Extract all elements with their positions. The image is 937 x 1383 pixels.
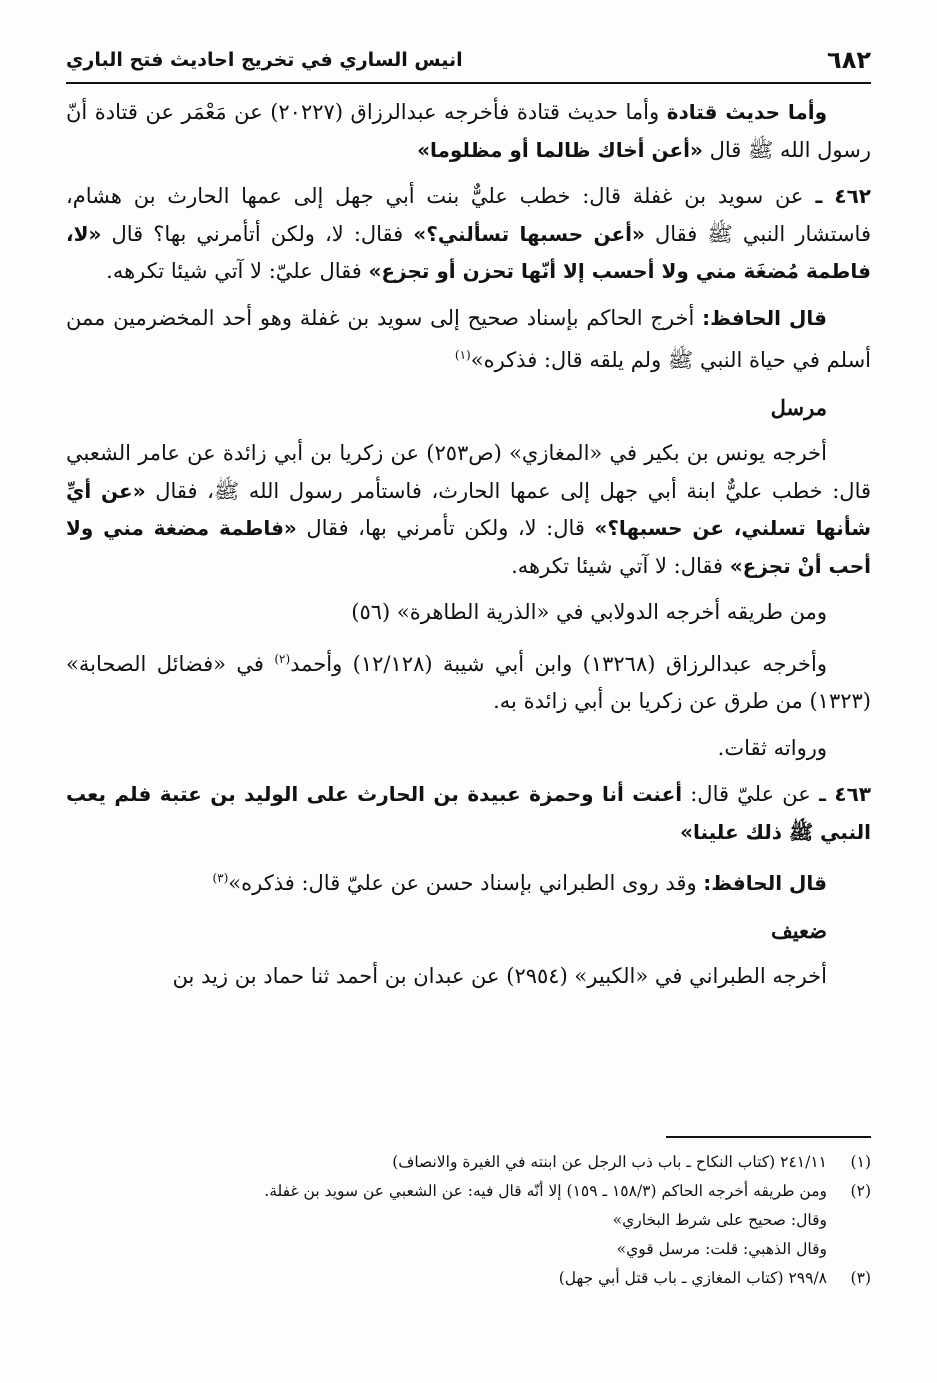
hafiz-text-2: وقد روى الطبراني بإسناد حسن عن عليّ قال: فذكره» (228, 871, 704, 895)
footnote-3-text: ٢٩٩/٨ (كتاب المغازي ـ باب قتل أبي جهل) (558, 1269, 827, 1287)
hafiz-label-2: قال الحافظ: (703, 871, 827, 895)
paragraph-tabarani: أخرجه الطبراني في «الكبير» (٢٩٥٤) عن عبدان بن أحمد ثنا حماد بن زيد بن (172, 964, 827, 988)
footnote-2-line-2: وقال: صحيح على شرط البخاري» (612, 1211, 827, 1229)
hadith-463-text-a: عن عليّ قال: (682, 782, 811, 806)
yunus-text-c: قال: لا، ولكن تأمرني بها، فقال (296, 516, 595, 540)
paragraph-yunus (66, 435, 871, 585)
yunus-text-e: فقال: لا آتي شيئا تكرهه. (511, 553, 730, 578)
footnote-1-text: ٢٤١/١١ (كتاب النكاح ـ باب ذب الرجل عن ابنته في الغيرة والانصاف) (392, 1153, 827, 1171)
hadith-462-text-a: عن سويد بن غفلة قال: خطب عليٌّ بنت أبي جهل إلى عمها الحارث بن هشام، فاستشار النبي ﷺ فقال (66, 184, 871, 246)
qatada-hadith-text: «أعن أخاك ظالما أو مظلوما» (417, 137, 703, 162)
footnotes (66, 1148, 871, 1293)
footnote-1-number: (١) (850, 1153, 871, 1171)
hafiz-comment-1 (66, 300, 871, 380)
yunus-text-b: «عن أيِّ شأنها تسلني، عن حسبها؟» (66, 478, 871, 540)
paragraph-abdulrazzaq (66, 641, 871, 721)
yunus-text-a: أخرجه يونس بن بكير في «المغازي» (ص٢٥٣) عن زكريا بن أبي زائدة عن عامر الشعبي قال: خطب عليٌّ ابنة أبي جهل إلى عمها الحارث، فاستأمر رسول الله ﷺ، فقال (66, 441, 872, 503)
page-number: ٦٨٢ (827, 46, 871, 74)
hadith-462-text-b: «أعن حسبها تسألني؟» (413, 221, 645, 246)
paragraph-qatada (66, 94, 871, 169)
hadith-462-number: ٤٦٢ ـ (803, 184, 871, 208)
qatada-line2-prefix: قال (702, 137, 742, 162)
grade-heading-1: مرسل (770, 394, 827, 420)
hafiz-comment-2 (66, 860, 871, 903)
footnote-3 (66, 1264, 871, 1293)
qatada-line1: وأما حديث قتادة فأخرجه عبدالرزاق (٢٠٢٢٧) عن مَعْمَر عن قتادة أنّ رسول الله ﷺ (66, 100, 871, 162)
hadith-463-text-b: أعنت أنا وحمزة عبيدة بن الحارث على الوليد بن عتبة فلم يعب النبي ﷺ ذلك علينا» (66, 782, 871, 844)
hadith-463 (66, 776, 871, 851)
abdulrazzaq-text-b: في «فضائل الصحابة» (١٣٢٣) من طرق عن زكريا بن أبي زائدة به. (66, 651, 871, 713)
hafiz-text-1: أخرج الحاكم بإسناد صحيح إلى سويد بن غفلة وهو أحد المخضرمين ممن أسلم في حياة النبي ﷺ ولم يلقه قال: فذكره» (66, 305, 871, 372)
footnote-1 (66, 1148, 871, 1177)
hadith-462 (66, 178, 871, 291)
paragraph-dulabi: ومن طريقه أخرجه الدولابي في «الذرية الطاهرة» (٥٦) (351, 600, 827, 624)
hadith-462-text-c: فقال: لا، ولكن أتأمرني بها؟ قال (101, 221, 414, 246)
hadith-462-text-d: «لا، فاطمة مُضغَة مني ولا أحسب إلا أنّها تحزن أو تجزع» (66, 221, 871, 283)
footnote-2-number: (٢) (850, 1182, 871, 1200)
hadith-462-text-e: فقال عليّ: لا آتي شيئا تكرهه. (106, 259, 369, 283)
hadith-463-number: ٤٦٣ ـ (810, 782, 871, 806)
footnote-ref-3: (٣) (212, 871, 229, 885)
footnote-2 (66, 1177, 871, 1206)
hafiz-label-1: قال الحافظ: (702, 305, 827, 330)
footnote-ref-1: (١) (454, 348, 471, 362)
footnote-divider (666, 1136, 871, 1138)
paragraph-narrators: ورواته ثقات. (717, 735, 827, 760)
footnote-2-line-3: وقال الذهبي: قلت: مرسل قوي» (616, 1240, 827, 1258)
yunus-text-d: «فاطمة مضغة مني ولا أحب أنْ تجزع» (66, 516, 871, 578)
running-header (66, 38, 871, 84)
qatada-lead: وأما حديث قتادة (666, 100, 828, 124)
grade-heading-2: ضعيف (770, 917, 827, 943)
abdulrazzaq-text-a: وأخرجه عبدالرزاق (١٣٢٦٨) وابن أبي شيبة (١٢/١٢٨) وأحمد (290, 651, 827, 676)
main-text (66, 94, 871, 1005)
book-title: انيس الساري في تخريج احاديث فتح الباري (66, 49, 463, 71)
footnote-ref-2: (٢) (274, 651, 291, 666)
footnote-2-text: ومن طريقه أخرجه الحاكم (١٥٨/٣ ـ ١٥٩) إلا أنّه قال فيه: عن الشعبي عن سويد بن غفلة. (264, 1182, 827, 1200)
footnote-3-number: (٣) (850, 1269, 871, 1287)
